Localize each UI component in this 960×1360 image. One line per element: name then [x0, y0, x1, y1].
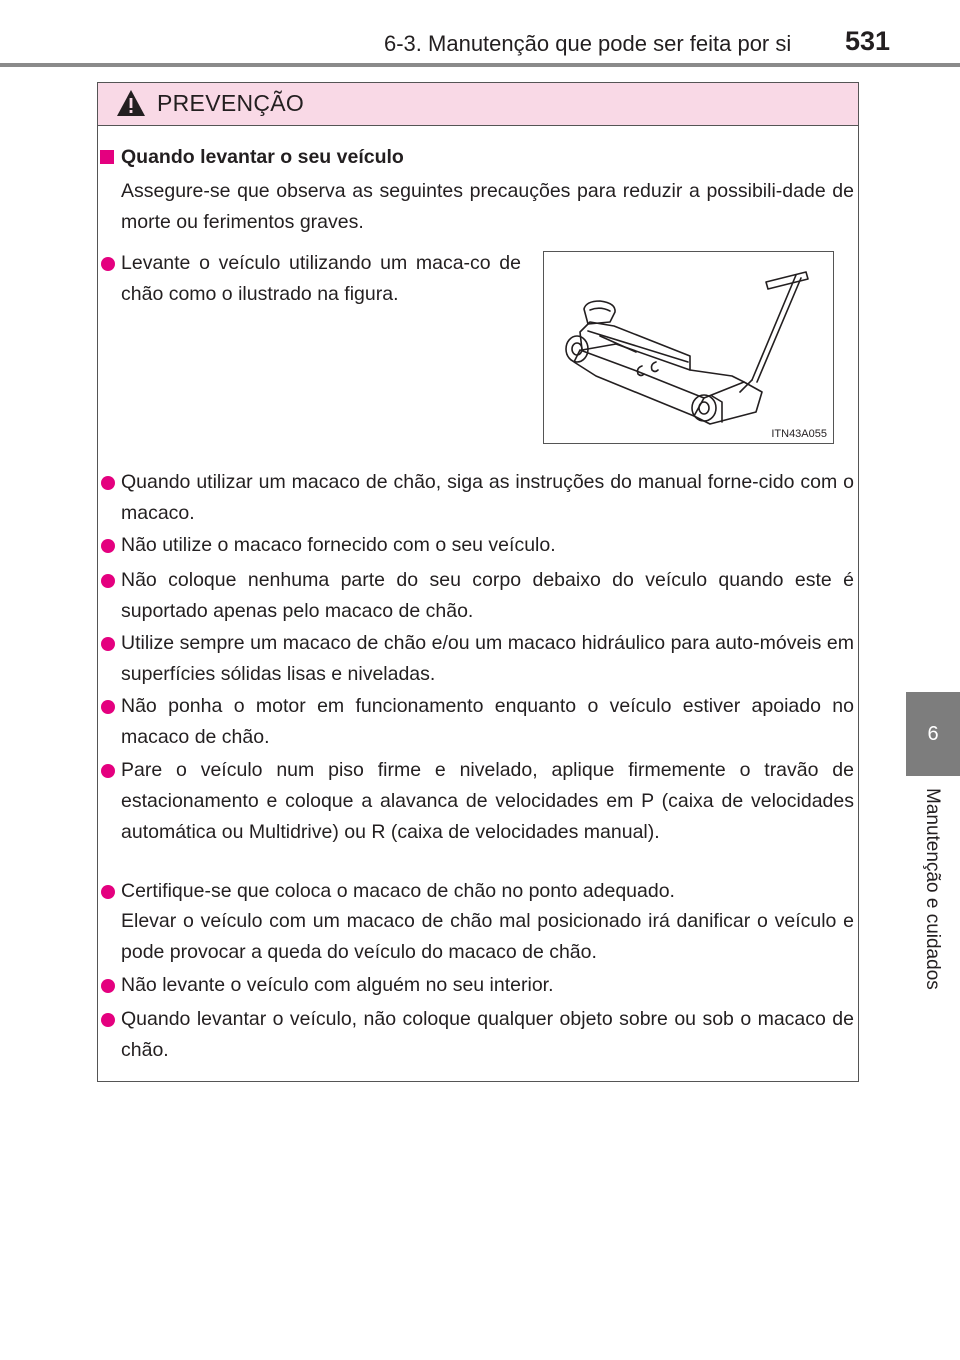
section-heading: [100, 146, 404, 169]
chapter-label-text: Manutenção e cuidados: [922, 788, 943, 990]
header-section-title: 6-3. Manutenção que pode ser feita por si: [384, 31, 792, 56]
list-item-text: Elevar o veículo com um macaco de chão mal posicionado irá danificar o veículo e pode provocar a queda do veículo do macaco de chão.: [121, 910, 854, 963]
warning-triangle-icon: [116, 89, 146, 117]
bullet-dot-icon: [101, 637, 115, 651]
bullet-dot-icon: [101, 700, 115, 714]
list-item-text: Certifique-se que coloca o macaco de chão no ponto adequado.: [121, 880, 675, 902]
chapter-tab: 6: [906, 692, 960, 776]
list-item: [121, 248, 521, 310]
bullet-dot-icon: [101, 476, 115, 490]
list-item-text: Não coloque nenhuma parte do seu corpo debaixo do veículo quando este é suportado apenas pelo macaco de chão.: [121, 569, 854, 622]
intro-text: Assegure-se que observa as seguintes precauções para reduzir a possibili-dade de morte ou ferimentos graves.: [121, 180, 854, 233]
list-item: [121, 530, 854, 561]
list-item-text: Não utilize o macaco fornecido com o seu veículo.: [121, 534, 556, 556]
bullet-dot-icon: [101, 885, 115, 899]
list-item-text: Não levante o veículo com alguém no seu interior.: [121, 974, 554, 996]
list-item-text: Não ponha o motor em funcionamento enquanto o veículo estiver apoiado no macaco de chão.: [121, 695, 854, 748]
floor-jack-figure: [543, 251, 834, 444]
square-bullet-icon: [100, 150, 114, 164]
list-item: [121, 628, 854, 690]
list-item: [121, 565, 854, 627]
page-number: 531: [845, 26, 891, 56]
bullet-dot-icon: [101, 1013, 115, 1027]
list-item: [121, 970, 854, 1001]
bullet-dot-icon: [101, 979, 115, 993]
list-item-text: Levante o veículo utilizando um maca-co de chão como o ilustrado na figura.: [121, 252, 521, 305]
list-item: [121, 755, 854, 848]
bullet-dot-icon: [101, 574, 115, 588]
list-item-text: Quando levantar o veículo, não coloque qualquer objeto sobre ou sob o macaco de chão.: [121, 1008, 854, 1061]
list-item: [121, 876, 854, 907]
header-rule: [0, 63, 960, 67]
list-item-text: Pare o veículo num piso firme e nivelado, aplique firmemente o travão de estacionamento e coloque a alavanca de velocidades em P (caixa de velocidades automática ou Multidrive) ou R (caixa de velocidades manual).: [121, 759, 854, 843]
warning-title: PREVENÇÃO: [157, 90, 305, 116]
list-item-text: Utilize sempre um macaco de chão e/ou um macaco hidráulico para auto-móveis em superfícies sólidas lisas e niveladas.: [121, 632, 854, 685]
figure-code: ITN43A055: [771, 428, 827, 440]
floor-jack-illustration: [544, 252, 833, 443]
section-heading-text: Quando levantar o seu veículo: [121, 146, 404, 168]
list-item: [121, 1004, 854, 1066]
list-item: [121, 691, 854, 753]
list-item-continuation: [121, 906, 854, 968]
bullet-dot-icon: [101, 539, 115, 553]
list-item: [121, 467, 854, 529]
list-item-text: Quando utilizar um macaco de chão, siga as instruções do manual forne-cido com o macaco.: [121, 471, 854, 524]
bullet-dot-icon: [101, 764, 115, 778]
warning-header: [98, 83, 858, 126]
bullet-dot-icon: [101, 257, 115, 271]
